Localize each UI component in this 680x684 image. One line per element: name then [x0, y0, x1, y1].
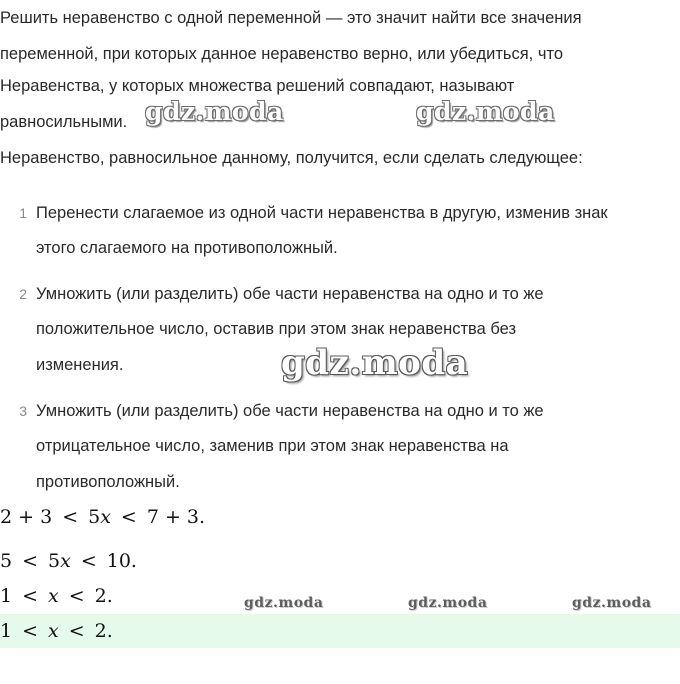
solution-step-2: 5 < 5x < 10.	[0, 550, 137, 572]
solution-step-3: 1 < x < 2.	[0, 585, 113, 607]
rule-number-3: 3	[19, 403, 27, 419]
rule-2-line-3: изменения.	[36, 356, 124, 374]
watermark: gdz.moda	[244, 595, 324, 611]
rule-3-line-3: противоположный.	[36, 473, 180, 491]
solution-step-1: 2 + 3 < 5x < 7 + 3.	[0, 506, 206, 528]
answer: 1 < x < 2.	[0, 620, 113, 642]
watermark: gdz.moda	[408, 595, 488, 611]
watermark: gdz.moda	[572, 595, 652, 611]
rule-1-line-2: этого слагаемого на противоположный.	[36, 239, 338, 257]
intro-line-1: Решить неравенство с одной переменной — это значит найти все значения	[0, 9, 582, 27]
intro-line-4: равносильными.	[0, 113, 128, 131]
rule-2-line-2: положительное число, оставив при этом знак неравенства без	[36, 320, 517, 338]
rule-1-line-1: Перенести слагаемое из одной части неравенства в другую, изменив знак	[36, 204, 608, 222]
rule-3-line-2: отрицательное число, заменив при этом знак неравенства на	[36, 437, 509, 455]
watermark: gdz.moda	[416, 97, 555, 126]
intro-line-2: переменной, при которых данное неравенство верно, или убедиться, что	[0, 45, 563, 63]
rule-2-line-1: Умножить (или разделить) обе части неравенства на одно и то же	[36, 285, 544, 303]
rule-3-line-1: Умножить (или разделить) обе части неравенства на одно и то же	[36, 402, 544, 420]
rule-number-1: 1	[19, 205, 27, 221]
watermark: gdz.moda	[281, 343, 469, 383]
watermark: gdz.moda	[145, 97, 284, 126]
rule-number-2: 2	[19, 286, 27, 302]
intro-line-3: Неравенства, у которых множества решений совпадают, называют	[0, 77, 515, 95]
intro-line-5: Неравенство, равносильное данному, получится, если сделать следующее:	[0, 149, 583, 167]
